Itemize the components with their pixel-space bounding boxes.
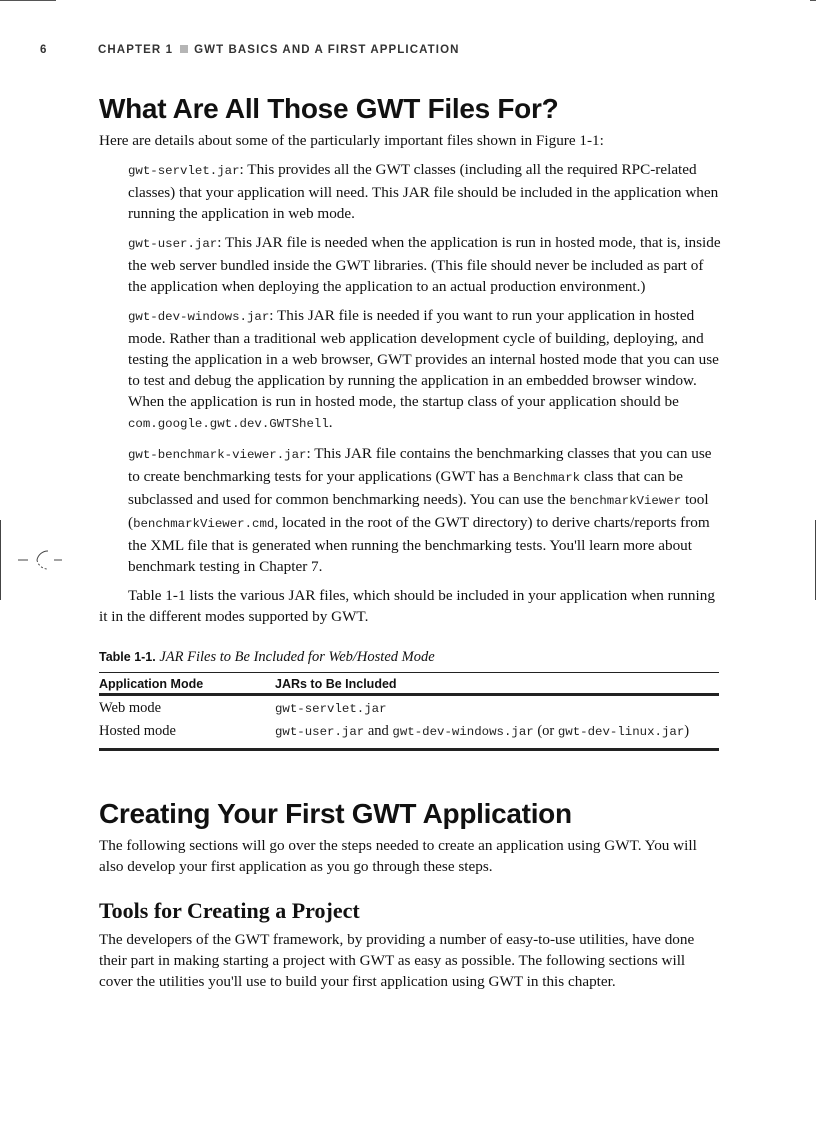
item-text: : This provides all the GWT classes (including all the required RPC-related classes) that your application will need. This JAR file should be included in the application when running the application in web mode.: [128, 161, 719, 222]
code-term: gwt-dev-windows.jar: [128, 310, 270, 324]
item-text: : This JAR file is needed when the application is run in hosted mode, that is, inside the web server bundled inside the GWT libraries. (This file should never be included as part of the application when deploying the application to an actual production environment.): [128, 234, 721, 295]
item-text: class that can be subclassed and used for common benchmarking needs). You can use the: [128, 468, 684, 508]
column-header-mode: Application Mode: [99, 677, 204, 691]
first-app-paragraph: The following sections will go over the steps needed to create an application using GWT. You will also develop your first application as you go through these steps.: [99, 836, 697, 875]
table-bottom-rule: [99, 748, 719, 751]
item-text: tool (: [128, 491, 709, 531]
code-term: com.google.gwt.dev.GWTShell: [128, 417, 329, 431]
code-term: benchmarkViewer.cmd: [133, 517, 275, 531]
tools-paragraph: The developers of the GWT framework, by providing a number of easy-to-use utilities, have done their part in making starting a project with GWT as easy as possible. The following sections will cover the utilities you'll use to build your first application using GWT in this chapter.: [99, 930, 695, 990]
subsection-heading-tools: Tools for Creating a Project: [99, 897, 360, 923]
registration-mark-icon: [18, 548, 62, 572]
jar-name: gwt-servlet.jar: [275, 702, 387, 716]
item-gwt-dev-windows: [99, 305, 721, 435]
cell-mode: Web mode: [99, 700, 162, 716]
jar-separator: (or: [533, 723, 558, 739]
item-text: , located in the root of the GWT directory) to derive charts/reports from the XML file that is generated when running the benchmarking tests. You'll learn more about benchmark testing in Chapter 7.: [128, 514, 710, 575]
table-row: [99, 719, 719, 748]
table-header-row: [99, 673, 719, 695]
item-gwt-servlet: [99, 159, 721, 224]
table-title: JAR Files to Be Included for Web/Hosted Mode: [159, 649, 435, 665]
item-gwt-benchmark-viewer: [99, 443, 721, 577]
crop-mark-top-left: [0, 0, 56, 1]
registration-line-left: [0, 520, 1, 600]
cell-jars: [275, 719, 719, 748]
code-term: gwt-benchmark-viewer.jar: [128, 448, 307, 462]
column-header-jars: JARs to Be Included: [275, 677, 397, 691]
header-square-icon: [180, 45, 188, 53]
table-reference-paragraph: Table 1-1 lists the various JAR files, which should be included in your application when running it in the different modes supported by GWT.: [99, 587, 715, 625]
item-gwt-user: [99, 232, 721, 297]
code-term: Benchmark: [513, 471, 581, 485]
chapter-title: GWT BASICS AND A FIRST APPLICATION: [194, 44, 460, 56]
table-label: Table 1-1.: [99, 650, 156, 664]
item-text: .: [328, 414, 333, 431]
chapter-label: CHAPTER 1: [98, 44, 174, 56]
intro-paragraph: Here are details about some of the particularly important files shown in Figure 1-1:: [99, 132, 604, 149]
jar-separator: and: [364, 723, 393, 739]
jar-name: gwt-dev-windows.jar: [392, 725, 534, 739]
section-heading-first-app: Creating Your First GWT Application: [99, 797, 572, 829]
item-text: : This JAR file contains the benchmarking classes that you can use to create benchmarking tests for your applications (GWT has a: [128, 445, 712, 485]
code-term: gwt-servlet.jar: [128, 164, 240, 178]
code-term: benchmarkViewer: [569, 494, 682, 508]
cell-jars: [275, 695, 719, 720]
crop-mark-top-right: [810, 0, 816, 1]
jar-name: gwt-dev-linux.jar: [557, 725, 685, 739]
running-header: [40, 44, 740, 56]
code-term: gwt-user.jar: [128, 237, 218, 251]
page-content: [99, 92, 721, 992]
item-text: : This JAR file is needed if you want to run your application in hosted mode. Rather than a traditional web application development cycle of building, deploying, and testing the application in a web browser, GWT provides an internal hosted mode that you can use to test and debug the application by running the application in an embedded browser window. When the application is run in hosted mode, the startup class of your application should be: [128, 307, 719, 410]
jar-files-table: [99, 672, 719, 748]
page-number: 6: [40, 44, 48, 56]
cell-mode: Hosted mode: [99, 723, 176, 739]
table-caption: [99, 647, 721, 667]
table-row: [99, 695, 719, 720]
jar-separator: ): [684, 723, 690, 739]
jar-name: gwt-user.jar: [275, 725, 365, 739]
section-heading-gwt-files: What Are All Those GWT Files For?: [99, 93, 559, 124]
